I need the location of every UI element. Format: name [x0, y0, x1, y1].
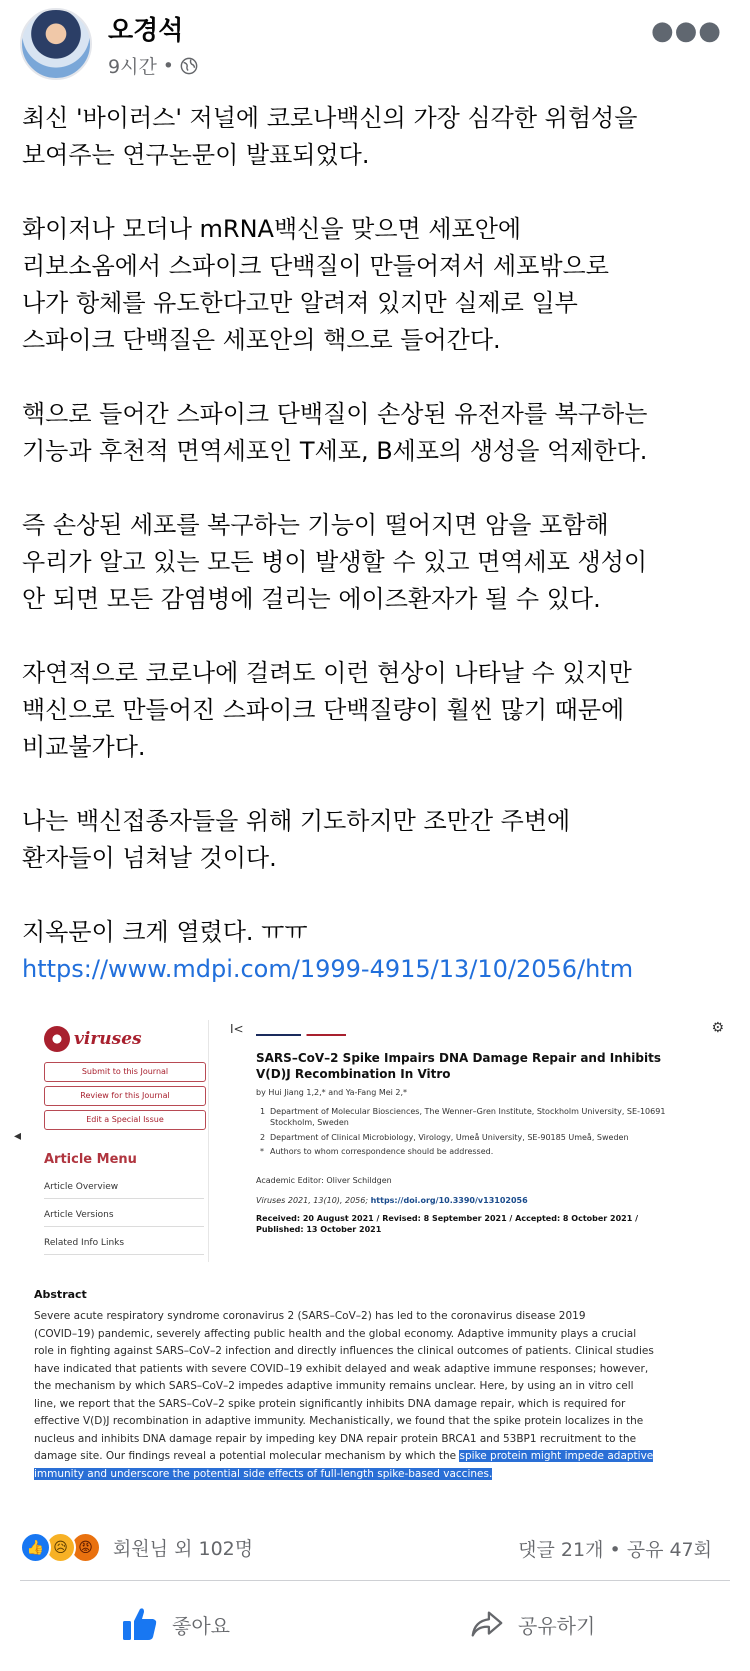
paragraph [22, 507, 732, 618]
text-line: 나는 백신접종자들을 위해 기도하지만 조만간 주변에 [22, 807, 571, 835]
abstract-line: nucleus and inhibits DNA damage repair by impeding key DNA repair protein BRCA1 and 53BP1 recruitment to the [34, 1432, 637, 1445]
abstract-body [34, 1308, 734, 1483]
virus-logo-icon [44, 1026, 70, 1052]
reaction-count[interactable]: 회원님 외 102명 [113, 1538, 254, 1560]
more-options-icon[interactable]: ●●● [650, 16, 722, 46]
decorative-bars [256, 1034, 346, 1036]
affiliation-text: Authors to whom correspondence should be addressed. [270, 1147, 494, 1156]
citation-text: Viruses 2021, 13(10), 2056; [256, 1196, 369, 1205]
article-screenshot[interactable] [12, 1010, 738, 1515]
sad-reaction-icon: 😥 [45, 1532, 76, 1563]
share-arrow-icon [468, 1605, 506, 1643]
divider [20, 1580, 730, 1581]
special-issue-button[interactable]: Edit a Special Issue [44, 1110, 206, 1130]
text-line: 나가 항체를 유도한다고만 알려져 있지만 실제로 일부 [22, 289, 578, 317]
post-header [20, 8, 730, 88]
text-line: 리보소옴에서 스파이크 단백질이 만들어져서 세포밖으로 [22, 252, 609, 280]
post-body [22, 100, 732, 988]
review-button[interactable]: Review for this Journal [44, 1086, 206, 1106]
text-line: 최신 '바이러스' 저널에 코로나백신의 가장 심각한 위험성을 [22, 104, 638, 132]
citation [256, 1196, 528, 1205]
affiliation [260, 1146, 700, 1157]
like-button[interactable] [120, 1600, 230, 1648]
affiliation-text: Department of Clinical Microbiology, Virology, Umeå University, SE-90185 Umeå, Sweden [270, 1133, 629, 1142]
menu-item-overview[interactable]: Article Overview [44, 1182, 204, 1199]
doi-link[interactable]: https://doi.org/10.3390/v13102056 [370, 1196, 528, 1205]
like-label: 좋아요 [172, 1613, 230, 1638]
abstract-line: role in fighting against SARS–CoV–2 infection and directly influences the clinical outcomes of patients. Clinical studies [34, 1345, 654, 1357]
academic-editor: Academic Editor: Oliver Schildgen [256, 1176, 392, 1185]
journal-sidebar [14, 1020, 209, 1262]
text-line: 환자들이 넘쳐날 것이다. [22, 844, 277, 872]
abstract-line: the mechanism by which SARS–CoV–2 impedes adaptive immunity remains unclear. Here, by using an in vitro cell [34, 1380, 634, 1392]
abstract-line: line, we report that the SARS–CoV–2 spike protein significantly inhibits DNA damage repair, which is required for [34, 1397, 626, 1410]
post-meta [108, 52, 198, 79]
affiliation-number: * [260, 1147, 264, 1156]
comment-share-counts[interactable]: 댓글 21개 • 공유 47회 [518, 1539, 712, 1561]
text-line: 스파이크 단백질은 세포안의 핵으로 들어간다. [22, 326, 501, 354]
affiliation [260, 1132, 700, 1143]
abstract-line: Severe acute respiratory syndrome coronavirus 2 (SARS–CoV–2) has led to the coronavirus disease 2019 [34, 1310, 586, 1322]
author-name[interactable]: 오경석 [108, 16, 184, 46]
text-line: 기능과 후천적 면역세포인 T세포, B세포의 생성을 억제한다. [22, 437, 648, 465]
paragraph [22, 396, 732, 470]
affiliation [260, 1106, 700, 1128]
paragraph [22, 211, 732, 359]
angry-reaction-icon: 😡 [70, 1532, 101, 1563]
text-line: 자연적으로 코로나에 걸려도 이런 현상이 나타날 수 있지만 [22, 659, 632, 687]
sidebar-arrow-icon[interactable]: ◂ [14, 1128, 22, 1144]
abstract-plain-text: damage site. Our findings reveal a potential molecular mechanism by which the [34, 1450, 460, 1462]
journal-name: viruses [74, 1029, 142, 1049]
menu-item-versions[interactable]: Article Versions [44, 1210, 204, 1227]
affiliation-number: 1 [260, 1107, 266, 1116]
article-link[interactable]: https://www.mdpi.com/1999-4915/13/10/2056/htm [22, 955, 634, 983]
affiliation-number: 2 [260, 1133, 266, 1142]
submit-button[interactable]: Submit to this Journal [44, 1062, 206, 1082]
paragraph [22, 914, 732, 988]
abstract-heading: Abstract [34, 1288, 87, 1301]
publication-dates: Received: 20 August 2021 / Revised: 8 September 2021 / Accepted: 8 October 2021 / Published: 13 October 2021 [256, 1214, 638, 1234]
article-authors[interactable]: by Hui Jiang 1,2,* and Ya-Fang Mei 2,* [256, 1088, 408, 1097]
journal-logo [44, 1026, 142, 1052]
share-button[interactable] [468, 1600, 595, 1648]
globe-icon [180, 57, 198, 75]
highlighted-text: immunity and underscore the potential side effects of full-length spike-based vaccines. [34, 1467, 493, 1480]
article-menu-title: Article Menu [44, 1152, 137, 1167]
gear-icon[interactable]: ⚙ [711, 1020, 724, 1036]
reaction-summary[interactable] [20, 1532, 253, 1563]
avatar[interactable] [20, 8, 92, 80]
text-line: 핵으로 들어간 스파이크 단백질이 손상된 유전자를 복구하는 [22, 400, 648, 428]
paragraph [22, 803, 732, 877]
paragraph [22, 655, 732, 766]
paragraph [22, 100, 732, 174]
abstract-line: have indicated that patients with severe COVID–19 exhibit delayed and weak adaptive immune responses; however, [34, 1362, 649, 1375]
abstract-line [34, 1466, 734, 1484]
text-line: 화이저나 모더나 mRNA백신을 맞으면 세포안에 [22, 215, 522, 243]
abstract-line [34, 1448, 734, 1466]
text-line: 보여주는 연구논문이 발표되었다. [22, 141, 370, 169]
text-line: 백신으로 만들어진 스파이크 단백질량이 훨씬 많기 때문에 [22, 696, 625, 724]
abstract-line: (COVID–19) pandemic, severely affecting public health and the global economy. Adaptive immunity plays a crucial [34, 1327, 637, 1340]
highlighted-text: spike protein might impede adaptive [459, 1450, 654, 1462]
menu-item-related[interactable]: Related Info Links [44, 1238, 204, 1255]
text-line: 비교불가다. [22, 733, 146, 761]
meta-separator: • [162, 54, 175, 77]
like-reaction-icon: 👍 [20, 1532, 51, 1563]
share-label: 공유하기 [518, 1613, 596, 1638]
abstract-line: effective V(D)J recombination in adaptive immunity. Mechanistically, we found that the spike protein localizes in the [34, 1415, 644, 1427]
text-line: 안 되면 모든 감염병에 걸리는 에이즈환자가 될 수 있다. [22, 585, 601, 613]
article-title: SARS–CoV–2 Spike Impairs DNA Damage Repair and Inhibits V(D)J Recombination In Vitro [256, 1051, 661, 1081]
text-line: 즉 손상된 세포를 복구하는 기능이 떨어지면 암을 포함해 [22, 511, 609, 539]
post-time[interactable]: 9시간 [108, 56, 157, 78]
affiliation-text: Department of Molecular Biosciences, The Wenner–Gren Institute, Stockholm University, SE-10691 Stockholm, Sweden [270, 1107, 666, 1127]
closing-line: 지옥문이 크게 열렸다. ㅠㅠ [22, 918, 308, 946]
text-line: 우리가 알고 있는 모든 병이 발생할 수 있고 면역세포 생성이 [22, 548, 648, 576]
thumbs-up-icon [120, 1604, 160, 1644]
collapse-sidebar-icon[interactable]: I< [230, 1022, 244, 1036]
